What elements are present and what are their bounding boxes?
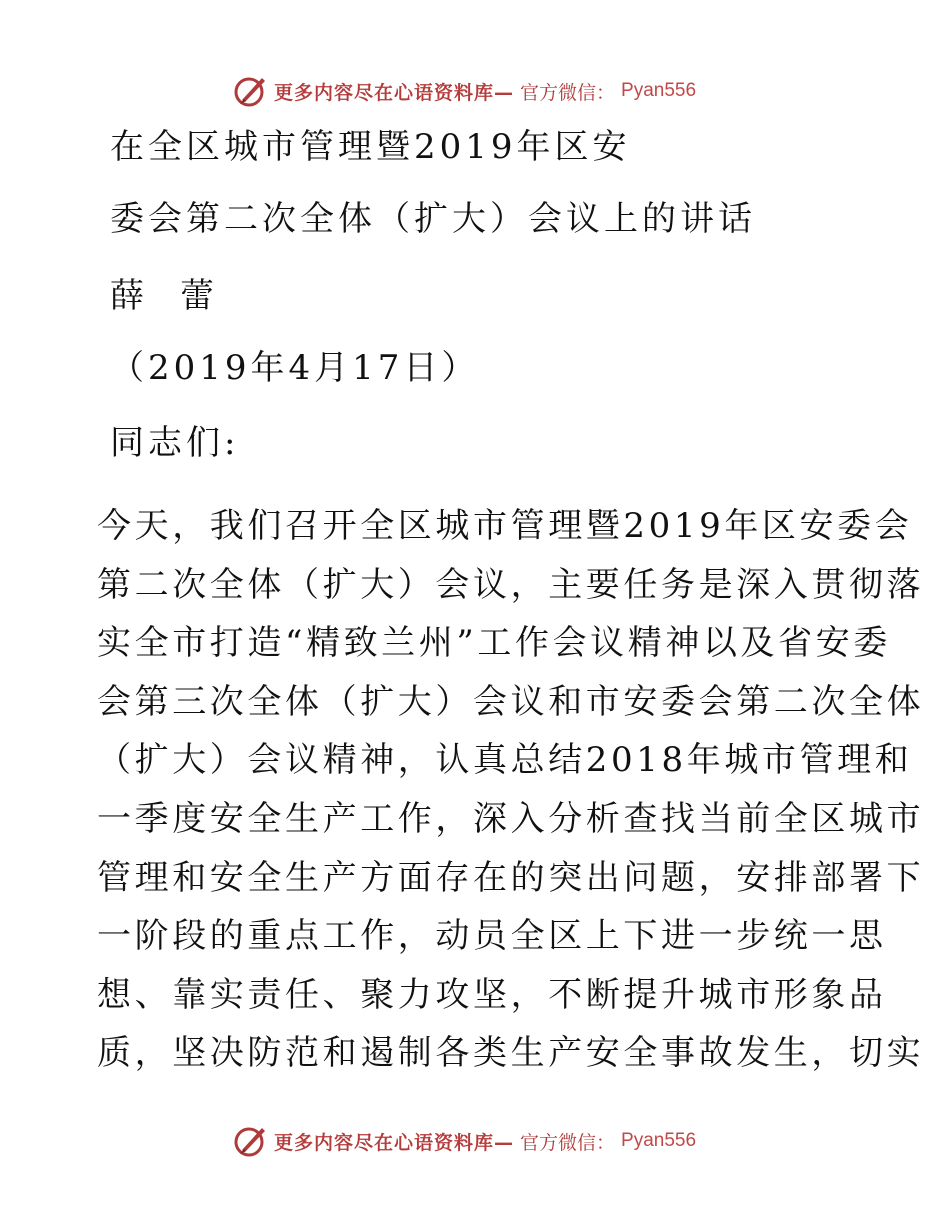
body-line: 管理和安全生产方面存在的突出问题，安排部署下 [97,857,925,898]
watermark-sub-text: 官方微信： [520,81,616,104]
document-title-line-1: 在全区城市管理暨2019年区安 [110,127,631,167]
author-surname: 薛 [110,276,144,316]
author-given-name: 蕾 [180,276,214,316]
document-salutation: 同志们: [110,423,240,463]
document-body-paragraph [97,497,925,1083]
watermark-main-text: 更多内容尽在心语资料库— [274,81,515,104]
body-line: 实全市打造“精致兰州”工作会议精神以及省安委 [97,623,891,664]
document-author [110,276,214,316]
body-line: 会第三次全体（扩大）会议和市安委会第二次全体 [97,681,925,722]
body-line: 一季度安全生产工作，深入分析查找当前全区城市 [97,798,925,839]
body-line: （扩大）会议精神，认真总结2018年城市管理和 [97,740,913,781]
body-line: 想、靠实责任、聚力攻坚，不断提升城市形象品 [97,974,887,1015]
body-line: 第二次全体（扩大）会议，主要任务是深入贯彻落 [97,564,925,605]
watermark-footer [232,1124,696,1158]
document-title-line-2: 委会第二次全体（扩大）会议上的讲话 [110,199,756,239]
watermark-sub-text: 官方微信： [520,1131,616,1154]
quill-logo-icon [232,74,268,108]
body-line: 今天，我们召开全区城市管理暨2019年区安委会 [97,506,913,546]
watermark-wechat-id: Pyan556 [621,1130,697,1151]
watermark-header [232,74,696,108]
body-line: 质，坚决防范和遏制各类生产安全事故发生，切实 [97,1033,925,1074]
watermark-wechat-id: Pyan556 [621,80,697,101]
document-date: （2019年4月17日） [110,348,480,388]
body-line: 一阶段的重点工作，动员全区上下进一步统一思 [97,916,887,957]
watermark-main-text: 更多内容尽在心语资料库— [274,1131,515,1154]
quill-logo-icon [232,1124,268,1158]
